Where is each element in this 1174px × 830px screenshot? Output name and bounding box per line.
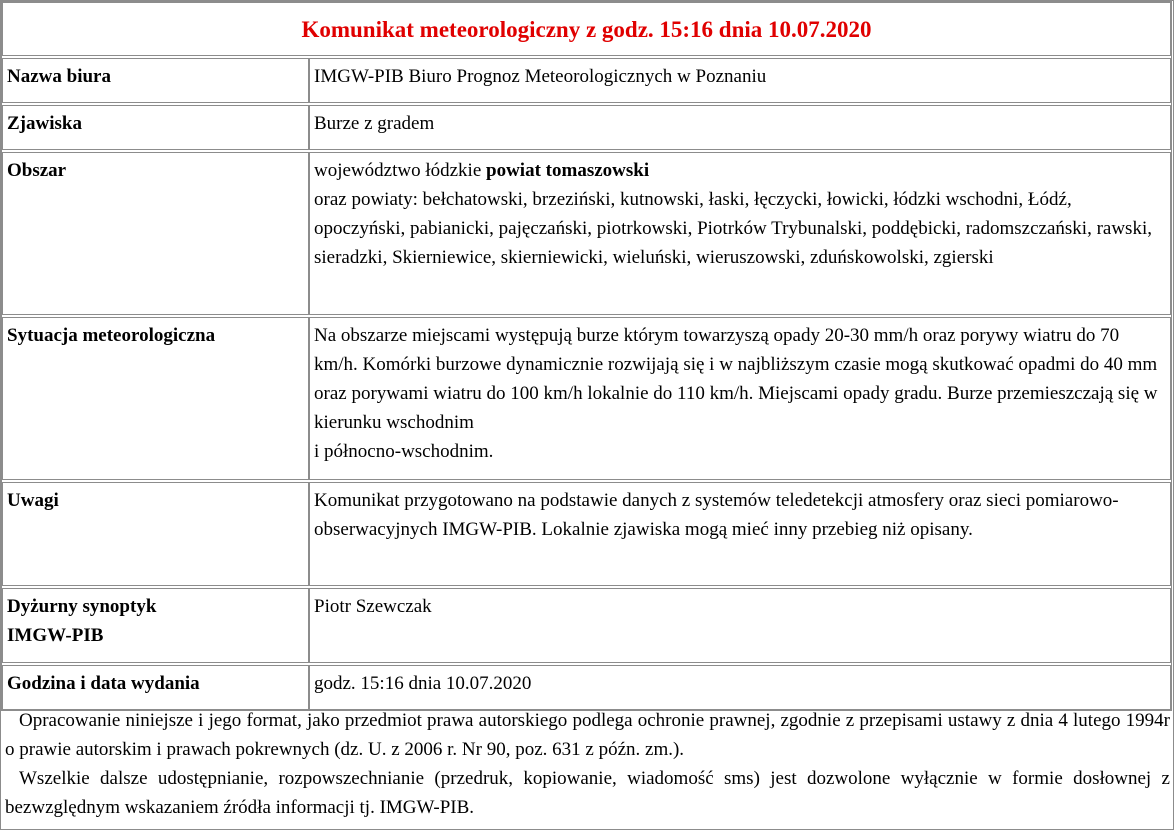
area-row bbox=[2, 152, 1171, 315]
bulletin-title: Komunikat meteorologiczny z godz. 15:16 dnia 10.07.2020 bbox=[2, 2, 1171, 56]
area-value bbox=[309, 152, 1171, 315]
distribution-paragraph: Wszelkie dalsze udostępnianie, rozpowszechnianie (przedruk, kopiowanie, wiadomość sms) jest dozwolone wyłącznie w formie dosłownej z bezwzględnym wskazaniem źródła informacji tj. IMGW-PIB. bbox=[5, 768, 1170, 818]
notes-value: Komunikat przygotowano na podstawie danych z systemów teledetekcji atmosfery oraz sieci pomiarowo-obserwacyjnych IMGW-PIB. Lokalnie zjawiska mogą mieć inny przebieg niż opisany. bbox=[309, 482, 1171, 586]
area-main-county: powiat tomaszowski bbox=[486, 160, 650, 181]
situation-label: Sytuacja meteorologiczna bbox=[2, 317, 309, 480]
area-other-counties: oraz powiaty: bełchatowski, brzeziński, kutnowski, łaski, łęczycki, łowicki, łódzki wschodni, Łódź, opoczyński, pabianicki, pajęczański, piotrkowski, Piotrków Trybunalski, poddębicki, radomszczański, rawski, sieradzki, Skierniewice, skierniewicki, wieluński, wieruszowski, zduńskowolski, zgierski bbox=[314, 189, 1152, 268]
situation-row bbox=[2, 317, 1171, 480]
situation-value bbox=[309, 317, 1171, 480]
title-row bbox=[2, 2, 1171, 56]
issued-label: Godzina i data wydania bbox=[2, 665, 309, 710]
notes-row bbox=[2, 482, 1171, 586]
office-value: IMGW-PIB Biuro Prognoz Meteorologicznych w Poznaniu bbox=[309, 58, 1171, 103]
duty-label-line1: Dyżurny synoptyk bbox=[7, 596, 157, 617]
office-row bbox=[2, 58, 1171, 103]
duty-row bbox=[2, 588, 1171, 663]
phenomena-value: Burze z gradem bbox=[309, 105, 1171, 150]
duty-label bbox=[2, 588, 309, 663]
copyright-paragraph: Opracowanie niniejsze i jego format, jako przedmiot prawa autorskiego podlega ochronie prawnej, zgodnie z przepisami ustawy z dnia 4 lutego 1994r o prawie autorskim i prawach pokrewnych (dz. U. z 2006 r. Nr 90, poz. 631 z późn. zm.). bbox=[5, 710, 1170, 760]
duty-label-line2: IMGW-PIB bbox=[7, 625, 104, 646]
bulletin-table bbox=[1, 1, 1172, 711]
phenomena-row bbox=[2, 105, 1171, 150]
notes-label: Uwagi bbox=[2, 482, 309, 586]
phenomena-label: Zjawiska bbox=[2, 105, 309, 150]
copyright-footer bbox=[5, 706, 1170, 822]
duty-value: Piotr Szewczak bbox=[309, 588, 1171, 663]
office-label: Nazwa biura bbox=[2, 58, 309, 103]
situation-text-tail: i północno-wschodnim. bbox=[314, 441, 494, 462]
issued-value: godz. 15:16 dnia 10.07.2020 bbox=[309, 665, 1171, 710]
issued-row bbox=[2, 665, 1171, 710]
area-voivodeship: województwo łódzkie bbox=[314, 160, 487, 181]
area-label: Obszar bbox=[2, 152, 309, 315]
situation-text: Na obszarze miejscami występują burze którym towarzyszą opady 20-30 mm/h oraz porywy wiatru do 70 km/h. Komórki burzowe dynamicznie rozwijają się i w najbliższym czasie mogą skutkować opadmi do 40 mm oraz porywami wiatru do 100 km/h lokalnie do 110 km/h. Miejscami opady gradu. Burze przemieszczają się w kierunku wschodnim bbox=[314, 325, 1158, 433]
